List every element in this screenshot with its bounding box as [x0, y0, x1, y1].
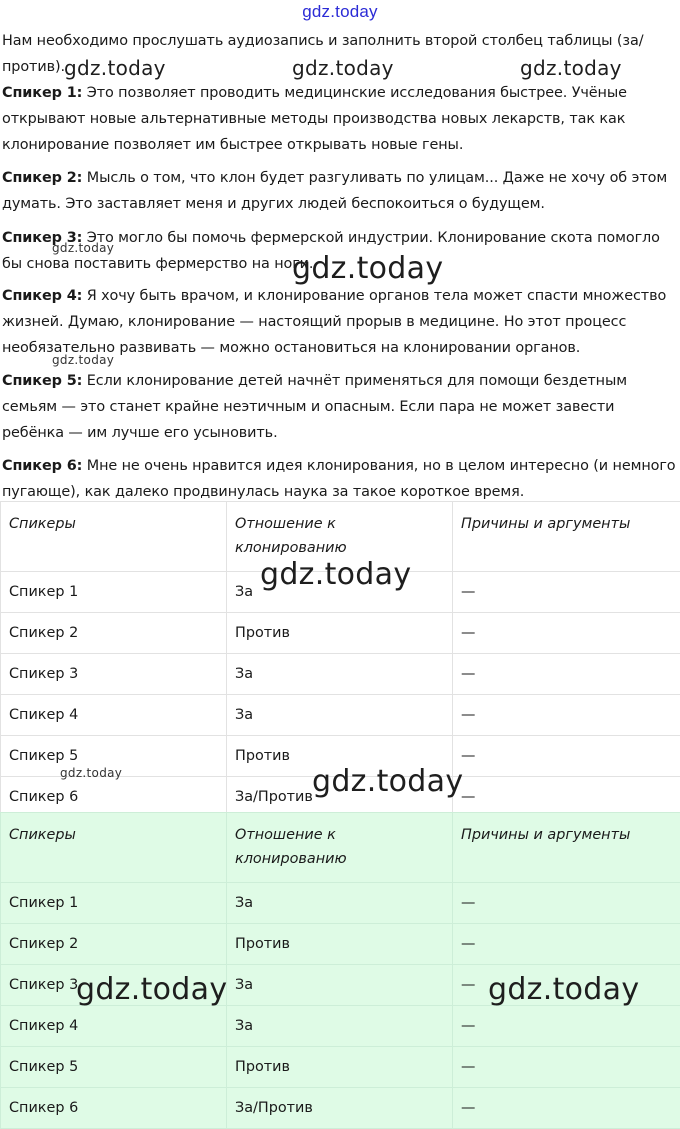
- table-row: [1, 613, 680, 654]
- speaker-label: Спикер 5:: [2, 373, 82, 389]
- cell-reasons: —: [453, 924, 680, 965]
- cell-reasons: —: [453, 965, 680, 1006]
- cell-speaker: Спикер 5: [1, 1047, 227, 1088]
- cell-reasons: —: [453, 695, 680, 736]
- cell-speaker: Спикер 1: [1, 572, 227, 613]
- cell-attitude: За: [227, 965, 453, 1006]
- speaker-label: Спикер 6:: [2, 458, 82, 474]
- cell-reasons: —: [453, 1006, 680, 1047]
- speaker-label: Спикер 2:: [2, 170, 82, 186]
- cell-speaker: Спикер 2: [1, 613, 227, 654]
- task-instruction: Нам необходимо прослушать аудиозапись и заполнить второй столбец таблицы (за/против).: [2, 28, 678, 80]
- cell-attitude: За: [227, 654, 453, 695]
- cell-reasons: —: [453, 1047, 680, 1088]
- table-row: [1, 1047, 680, 1088]
- cell-speaker: Спикер 3: [1, 654, 227, 695]
- speaker-3-paragraph: [2, 225, 678, 277]
- watermark: gdz.today: [52, 353, 114, 367]
- table-row: [1, 736, 680, 777]
- cell-speaker: Спикер 6: [1, 1088, 227, 1129]
- cell-attitude: Против: [227, 736, 453, 777]
- speaker-label: Спикер 3:: [2, 230, 82, 246]
- header-reasons: Причины и аргументы: [453, 813, 680, 883]
- watermark: gdz.today: [64, 56, 166, 80]
- table-row: [1, 572, 680, 613]
- site-logo[interactable]: gdz.today: [0, 2, 680, 22]
- speaker-text: Это могло бы помочь фермерской индустрии. Клонирование скота помогло бы снова поставить фермерство на ноги.: [2, 230, 660, 272]
- cell-attitude: За: [227, 572, 453, 613]
- watermark: gdz.today: [292, 251, 443, 286]
- cell-attitude: За/Против: [227, 1088, 453, 1129]
- speaker-label: Спикер 4:: [2, 288, 82, 304]
- cell-speaker: Спикер 4: [1, 1006, 227, 1047]
- cell-reasons: —: [453, 777, 680, 818]
- speaker-text: Если клонирование детей начнёт применяться для помощи бездетным семьям — это станет крайне неэтичным и опасным. Если пара не может завести ребёнка — им лучше его усыновить.: [2, 373, 627, 441]
- cell-speaker: Спикер 3: [1, 965, 227, 1006]
- cell-speaker: Спикер 1: [1, 883, 227, 924]
- table-header-row: [1, 502, 680, 572]
- watermark: gdz.today: [488, 972, 639, 1007]
- watermark: gdz.today: [520, 56, 622, 80]
- watermark: gdz.today: [292, 56, 394, 80]
- answer-table: [0, 501, 680, 818]
- speaker-6-paragraph: [2, 453, 678, 505]
- cell-speaker: Спикер 5: [1, 736, 227, 777]
- speaker-text: Это позволяет проводить медицинские исследования быстрее. Учёные открывают новые альтернативные методы производства новых лекарств, так как клонирование позволяет им быстрее открывать новые гены.: [2, 85, 627, 153]
- header-attitude: Отношение к клонированию: [227, 502, 453, 572]
- cell-attitude: За/Против: [227, 777, 453, 818]
- watermark: gdz.today: [52, 241, 114, 255]
- header-attitude: Отношение к клонированию: [227, 813, 453, 883]
- table-row: [1, 654, 680, 695]
- speaker-1-paragraph: [2, 80, 678, 158]
- cell-reasons: —: [453, 1088, 680, 1129]
- speaker-text: Я хочу быть врачом, и клонирование органов тела может спасти множество жизней. Думаю, клонирование — настоящий прорыв в медицине. Но этот процесс необязательно развивать — можно остановиться на клонировании органов.: [2, 288, 666, 356]
- table-row: [1, 965, 680, 1006]
- cell-attitude: Против: [227, 924, 453, 965]
- cell-reasons: —: [453, 883, 680, 924]
- table-row: [1, 1088, 680, 1129]
- speaker-4-paragraph: [2, 283, 678, 361]
- cell-attitude: За: [227, 695, 453, 736]
- table-row: [1, 1006, 680, 1047]
- cell-speaker: Спикер 2: [1, 924, 227, 965]
- cell-reasons: —: [453, 654, 680, 695]
- table-row: [1, 924, 680, 965]
- speaker-5-paragraph: [2, 368, 678, 446]
- cell-reasons: —: [453, 736, 680, 777]
- watermark: gdz.today: [260, 557, 411, 592]
- cell-speaker: Спикер 4: [1, 695, 227, 736]
- answer-table-duplicate: [0, 812, 680, 1129]
- cell-attitude: За: [227, 1006, 453, 1047]
- watermark: gdz.today: [60, 766, 122, 780]
- header-speakers: Спикеры: [1, 502, 227, 572]
- cell-attitude: За: [227, 883, 453, 924]
- speaker-label: Спикер 1:: [2, 85, 82, 101]
- header-speakers: Спикеры: [1, 813, 227, 883]
- cell-speaker: Спикер 6: [1, 777, 227, 818]
- watermark: gdz.today: [312, 764, 463, 799]
- watermark: gdz.today: [76, 972, 227, 1007]
- cell-attitude: Против: [227, 1047, 453, 1088]
- speaker-text: Мысль о том, что клон будет разгуливать по улицам... Даже не хочу об этом думать. Это заставляет меня и других людей беспокоиться о будущем.: [2, 170, 667, 212]
- speaker-2-paragraph: [2, 165, 678, 217]
- header-reasons: Причины и аргументы: [453, 502, 680, 572]
- table-row: [1, 883, 680, 924]
- table-header-row: [1, 813, 680, 883]
- cell-reasons: —: [453, 572, 680, 613]
- cell-attitude: Против: [227, 613, 453, 654]
- cell-reasons: —: [453, 613, 680, 654]
- speaker-text: Мне не очень нравится идея клонирования, но в целом интересно (и немного пугающе), как далеко продвинулась наука за такое короткое время.: [2, 458, 676, 500]
- table-row: [1, 695, 680, 736]
